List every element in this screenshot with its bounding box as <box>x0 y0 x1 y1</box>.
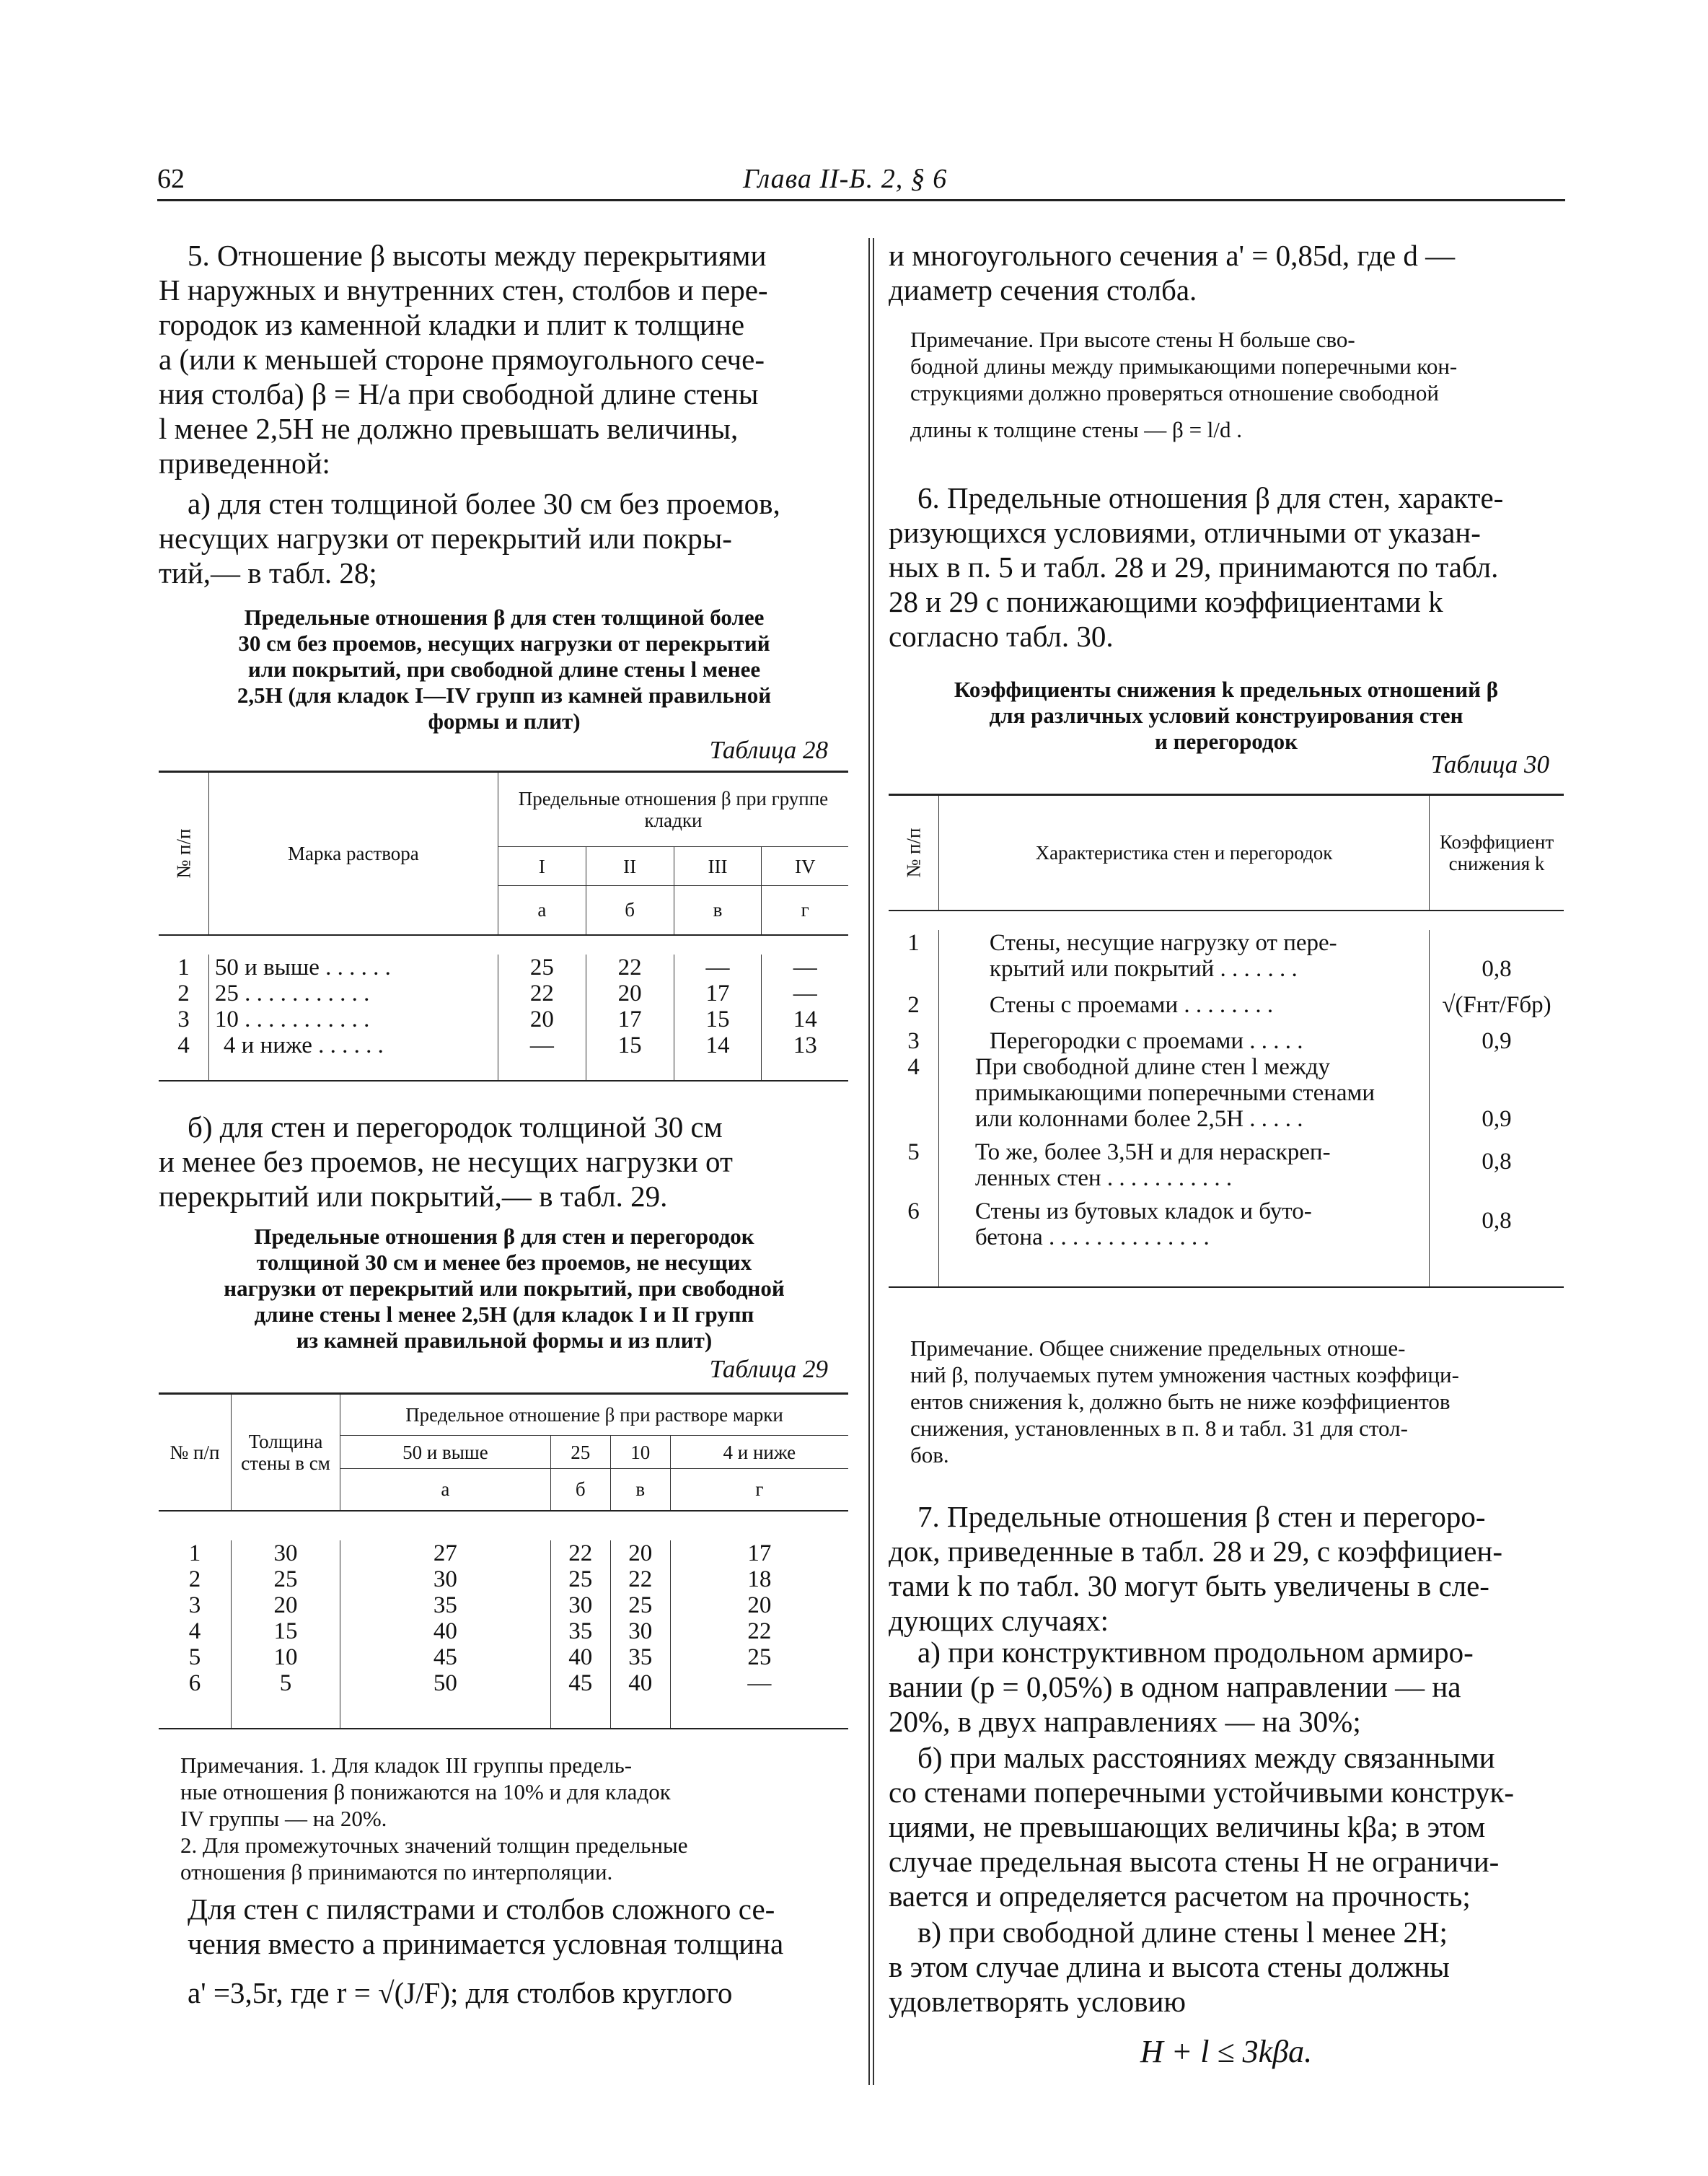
t30-char-header: Характеристика стен и перегородок <box>938 795 1429 911</box>
note-line: снижения, установленных в п. 8 и табл. 31 для стол- <box>910 1416 1408 1441</box>
table-30 <box>889 794 1564 1288</box>
t28-group-ii: II <box>586 847 674 886</box>
row-thickness: 25 <box>232 1566 340 1592</box>
row-text: крытий или покрытий . . . . . . . <box>989 955 1298 982</box>
row-thickness: 30 <box>232 1540 340 1566</box>
t29-group-header: Предельное отношение β при растворе марки <box>340 1394 849 1436</box>
table-29 <box>159 1392 848 1729</box>
text-line: б) для стен и перегородок толщиной 30 см <box>188 1110 723 1144</box>
title-line: для различных условий конструирования стен <box>989 703 1463 728</box>
row-text: Перегородки с проемами . . . . . <box>989 1027 1303 1054</box>
table-30-title <box>889 677 1564 755</box>
table-28-label: Таблица 28 <box>709 736 828 764</box>
t28-letter-b: б <box>586 886 674 935</box>
row-value: 40 <box>340 1618 551 1644</box>
row-text: ленных стен . . . . . . . . . . . <box>974 1164 1233 1191</box>
table-29-notes <box>180 1752 850 1885</box>
row-value: 22 <box>747 1618 772 1644</box>
row-no: 2 <box>177 980 190 1006</box>
row-value: 17 <box>747 1540 772 1566</box>
text-line: и многоугольного сечения a' = 0,85d, где d — <box>889 239 1456 272</box>
table-row <box>889 1054 1564 1132</box>
row-value: 22 <box>550 1540 610 1566</box>
title-line: или покрытий, при свободной длине стены l менее <box>247 657 761 682</box>
row-coefficient: √(Fнт/Fбр) <box>1442 991 1551 1018</box>
paragraph-5a <box>159 486 850 590</box>
t28-no-header <box>159 772 208 935</box>
row-no: 4 <box>188 1618 201 1644</box>
row-value: 17 <box>586 1006 674 1032</box>
row-text: примыкающими поперечными стенами <box>974 1079 1375 1106</box>
table-row <box>159 980 848 1006</box>
row-text: Стены, несущие нагрузку от пере- <box>989 929 1337 956</box>
text-line: а) для стен толщиной более 30 см без проемов, <box>188 487 780 520</box>
row-value: — <box>793 954 817 980</box>
t29-thick-header: Толщина стены в см <box>232 1394 340 1511</box>
row-no: 3 <box>907 1027 920 1054</box>
row-value: 25 <box>610 1592 670 1618</box>
row-text: бетона . . . . . . . . . . . . . . <box>974 1224 1210 1250</box>
row-value: 35 <box>550 1618 610 1644</box>
text-line: случае предельная высота стены H не ограничи- <box>889 1845 1500 1878</box>
paragraph-5b <box>159 1110 850 1214</box>
table-row <box>889 1018 1564 1054</box>
t29-letter-d: г <box>755 1478 764 1501</box>
table-30-note <box>910 1335 1564 1468</box>
title-line: Предельные отношения β для стен и перегородок <box>254 1224 754 1249</box>
page-number: 62 <box>157 164 185 194</box>
t30-coef-header: Коэффициент снижения k <box>1439 830 1554 874</box>
row-thickness: 20 <box>232 1592 340 1618</box>
t28-letter-a: а <box>498 886 586 935</box>
note-line: Примечание. Общее снижение предельных отноше- <box>910 1335 1406 1361</box>
text-line: чения вместо a принимается условная толщина <box>188 1927 784 1960</box>
formula: H + l ≤ 3kβa. <box>1140 2034 1313 2069</box>
row-value: 20 <box>747 1592 772 1618</box>
t30-no-header-text: № п/п <box>902 828 925 878</box>
text-line: H наружных и внутренних стен, столбов и пере- <box>159 273 768 307</box>
row-value: 17 <box>674 980 762 1006</box>
t28-mark-header: Марка раствора <box>208 772 498 935</box>
row-value: — <box>793 980 817 1006</box>
row-value: 20 <box>498 1006 586 1032</box>
note-line: отношения β принимаются по интерполяции. <box>180 1859 613 1885</box>
table-row <box>159 1592 848 1618</box>
table-row <box>889 930 1564 982</box>
row-coefficient: 0,8 <box>1482 955 1512 982</box>
table-row <box>159 1644 848 1670</box>
row-mark: 10 . . . . . . . . . . . <box>208 1006 498 1032</box>
row-coefficient: 0,9 <box>1482 1027 1512 1054</box>
t29-no-header: № п/п <box>159 1394 232 1511</box>
title-line: Коэффициенты снижения k предельных отношений β <box>954 677 1499 702</box>
text-line: со стенами поперечными устойчивыми конструк- <box>889 1776 1515 1809</box>
table-row <box>159 1618 848 1644</box>
t29-mark-25: 25 <box>550 1436 610 1469</box>
table-29-label: Таблица 29 <box>709 1355 828 1383</box>
text-line: согласно табл. 30. <box>889 620 1114 653</box>
row-coefficient: 0,8 <box>1482 1148 1512 1175</box>
text-line: ния столба) β = H/a при свободной длине стены <box>159 377 759 411</box>
text-line: 20%, в двух направлениях — на 30%; <box>889 1705 1361 1738</box>
title-line: Предельные отношения β для стен толщиной более <box>244 605 765 630</box>
row-value: 20 <box>610 1540 670 1566</box>
row-text: Стены из бутовых кладок и буто- <box>974 1198 1312 1224</box>
t30-no-header <box>889 795 938 911</box>
text-line: дующих случаях: <box>889 1604 1109 1637</box>
row-value: 25 <box>550 1566 610 1592</box>
t29-letter-b: б <box>550 1469 610 1511</box>
title-line: формы и плит) <box>428 708 581 734</box>
note-line: Примечание. При высоте стены H больше сво- <box>910 327 1355 352</box>
paragraph-7c <box>889 1915 1564 2019</box>
row-value: 13 <box>793 1032 817 1058</box>
note-height <box>910 326 1564 443</box>
row-value: 20 <box>586 980 674 1006</box>
text-line: б) при малых расстояниях между связанными <box>917 1741 1495 1774</box>
t28-letter-d: г <box>801 899 809 921</box>
paragraph-7 <box>889 1499 1564 1638</box>
note-line: Примечания. 1. Для кладок III группы предель- <box>180 1752 633 1778</box>
text-line: вается и определяется расчетом на прочность; <box>889 1879 1471 1913</box>
text-line: ных в п. 5 и табл. 28 и 29, принимаются по табл. <box>889 550 1499 584</box>
row-thickness: 5 <box>232 1670 340 1729</box>
row-no: 3 <box>188 1592 201 1618</box>
row-value: 35 <box>340 1592 551 1618</box>
running-head: Глава II-Б. 2, § 6 <box>743 164 948 194</box>
row-value: 18 <box>747 1566 772 1592</box>
paragraph-6 <box>889 481 1564 654</box>
table-row <box>159 1540 848 1566</box>
text-line: вании (p = 0,05%) в одном направлении — на <box>889 1670 1461 1703</box>
t28-no-header-text: № п/п <box>172 828 195 879</box>
row-value: 40 <box>610 1670 670 1729</box>
row-text: При свободной длине стен l между <box>974 1053 1331 1080</box>
t29-letter-c: в <box>610 1469 670 1511</box>
row-value: 14 <box>674 1032 762 1081</box>
paragraph-7b <box>889 1740 1564 1913</box>
text-line: несущих нагрузки от перекрытий или покры- <box>159 522 732 555</box>
row-coefficient: 0,8 <box>1482 1207 1512 1234</box>
row-value: 30 <box>340 1566 551 1592</box>
note-line: 2. Для промежуточных значений толщин предельные <box>180 1833 688 1858</box>
note-line: ентов снижения k, должно быть не ниже коэффициентов <box>910 1389 1451 1414</box>
t29-mark-50: 50 и выше <box>340 1436 551 1469</box>
table-30-label: Таблица 30 <box>1430 750 1549 778</box>
row-no: 2 <box>188 1566 201 1592</box>
text-line: тий,— в табл. 28; <box>159 556 377 589</box>
note-line: ные отношения β понижаются на 10% и для кладок <box>180 1779 671 1804</box>
text-line: диаметр сечения столба. <box>889 273 1197 307</box>
title-line: 30 см без проемов, несущих нагрузки от перекрытий <box>238 631 770 656</box>
text-line: удовлетворять условию <box>889 1985 1187 2018</box>
row-value: 22 <box>586 955 674 980</box>
table-row <box>159 955 848 980</box>
table-row <box>159 1032 848 1081</box>
paragraph-7a <box>889 1635 1564 1739</box>
table-row <box>159 1670 848 1729</box>
table-29-title <box>159 1224 850 1354</box>
row-value: 25 <box>498 955 586 980</box>
row-value: 45 <box>550 1670 610 1729</box>
row-value: — <box>674 955 762 980</box>
row-value: 14 <box>793 1006 817 1032</box>
t28-letter-c: в <box>674 886 762 935</box>
title-line: из камней правильной формы и из плит) <box>296 1328 713 1353</box>
t29-mark-10: 10 <box>610 1436 670 1469</box>
row-no: 4 <box>907 1053 920 1080</box>
row-no: 5 <box>907 1139 920 1165</box>
row-thickness: 15 <box>232 1618 340 1644</box>
row-text: Стены с проемами . . . . . . . . <box>989 991 1274 1018</box>
title-line: 2,5H (для кладок I—IV групп из камней правильной <box>237 683 772 708</box>
note-line: бодной длины между примыкающими поперечными кон- <box>910 354 1458 379</box>
row-value: 30 <box>610 1618 670 1644</box>
table-row <box>159 1566 848 1592</box>
row-mark: 50 и выше . . . . . . <box>208 955 498 980</box>
text-line: 6. Предельные отношения β для стен, характе- <box>917 481 1504 514</box>
row-value: 30 <box>550 1592 610 1618</box>
text-line: а) при конструктивном продольном армиро- <box>917 1636 1474 1669</box>
row-no: 6 <box>907 1198 920 1224</box>
row-mark: 4 и ниже . . . . . . <box>208 1032 498 1081</box>
row-mark: 25 . . . . . . . . . . . <box>208 980 498 1006</box>
title-line: толщиной 30 см и менее без проемов, не несущих <box>256 1250 752 1275</box>
note-line: длины к толщине стены — β = l/d . <box>910 417 1243 442</box>
row-value: 15 <box>674 1006 762 1032</box>
text-line: 7. Предельные отношения β стен и перегоро- <box>917 1500 1486 1533</box>
row-value: 25 <box>747 1644 772 1670</box>
title-line: и перегородок <box>1155 729 1298 754</box>
note-line: струкциями должно проверяться отношение свободной <box>910 380 1439 405</box>
text-line: приведенной: <box>159 447 330 480</box>
header-rule <box>157 199 1565 201</box>
row-value: 40 <box>550 1644 610 1670</box>
row-no: 1 <box>188 1540 201 1566</box>
row-value: 27 <box>340 1540 551 1566</box>
paragraph-5 <box>159 238 850 481</box>
t28-group-header: Предельные отношения β при группе кладки <box>498 772 848 847</box>
row-no: 2 <box>907 991 920 1018</box>
text-line: 5. Отношение β высоты между перекрытиями <box>188 239 767 272</box>
table-row <box>889 982 1564 1018</box>
row-value: 15 <box>586 1032 674 1081</box>
row-coefficient: 0,9 <box>1482 1105 1512 1132</box>
row-no: 3 <box>177 1006 190 1032</box>
t28-group-iv: IV <box>762 847 848 886</box>
note-line: бов. <box>910 1442 949 1468</box>
row-value: 22 <box>610 1566 670 1592</box>
row-no: 1 <box>177 954 190 980</box>
row-no: 4 <box>177 1032 190 1058</box>
text-line: док, приведенные в табл. 28 и 29, с коэффициен- <box>889 1535 1502 1568</box>
t29-letter-a: а <box>340 1469 551 1511</box>
text-line: и менее без проемов, не несущих нагрузки от <box>159 1145 733 1178</box>
text-line: Для стен с пилястрами и столбов сложного се- <box>188 1892 775 1926</box>
row-text: То же, более 3,5H и для нераскреп- <box>974 1139 1331 1165</box>
row-value: 35 <box>610 1644 670 1670</box>
text-line: l менее 2,5H не должно превышать величины, <box>159 412 739 445</box>
row-no: 1 <box>907 929 920 956</box>
table-28-title <box>159 605 850 734</box>
paragraph-pilasters <box>188 1892 850 2010</box>
text-line: в этом случае длина и высота стены должны <box>889 1950 1450 1983</box>
text-line: тами k по табл. 30 могут быть увеличены в сле- <box>889 1569 1489 1602</box>
paragraph-cont <box>889 238 1564 307</box>
row-value: — <box>747 1670 772 1696</box>
title-line: нагрузки от перекрытий или покрытий, при свободной <box>224 1276 785 1301</box>
text-line: перекрытий или покрытий,— в табл. 29. <box>159 1180 668 1213</box>
text-line: a (или к меньшей стороне прямоугольного сече- <box>159 343 765 376</box>
t29-mark-4: 4 и ниже <box>670 1436 848 1469</box>
row-value: — <box>498 1032 586 1081</box>
text-line: ризующихся условиями, отличными от указан- <box>889 516 1481 549</box>
row-value: 22 <box>498 980 586 1006</box>
table-row <box>889 1191 1564 1287</box>
text-line: циями, не превышающих величины kβa; в этом <box>889 1810 1486 1843</box>
row-value: 50 <box>340 1670 551 1729</box>
text-line: a' =3,5r, где r = √(J/F); для столбов круглого <box>188 1976 733 2009</box>
text-line: 28 и 29 с понижающими коэффициентами k <box>889 585 1443 618</box>
column-divider <box>868 238 874 2085</box>
note-line: ний β, получаемых путем умножения частных коэффици- <box>910 1362 1459 1387</box>
table-row <box>159 1006 848 1032</box>
table-row <box>889 1132 1564 1191</box>
row-no: 5 <box>188 1644 201 1670</box>
text-line: в) при свободной длине стены l менее 2H; <box>917 1916 1448 1949</box>
row-no: 6 <box>188 1670 201 1696</box>
text-line: городок из каменной кладки и плит к толщине <box>159 308 745 341</box>
note-line: IV группы — на 20%. <box>180 1806 387 1831</box>
row-value: 45 <box>340 1644 551 1670</box>
row-thickness: 10 <box>232 1644 340 1670</box>
title-line: длине стены l менее 2,5H (для кладок I и II групп <box>254 1302 754 1327</box>
t28-group-iii: III <box>674 847 762 886</box>
t28-group-i: I <box>498 847 586 886</box>
row-text: или колоннами более 2,5H . . . . . <box>974 1105 1303 1132</box>
table-28 <box>159 771 848 1082</box>
